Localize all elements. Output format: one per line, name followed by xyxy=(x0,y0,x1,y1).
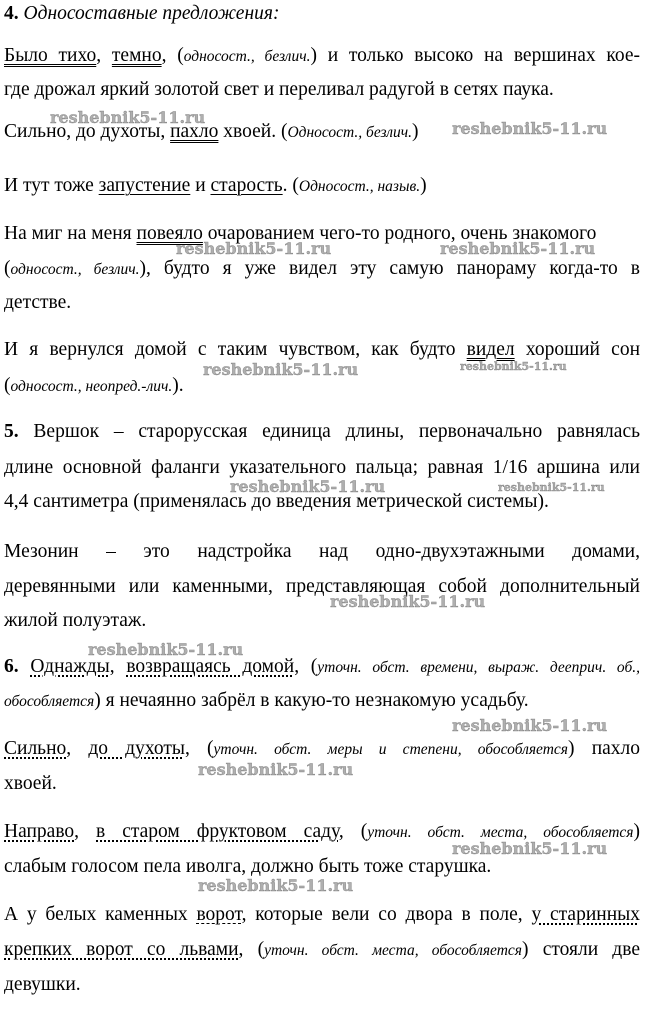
paragraph-line: Направо, в старом фруктовом саду, (уточн. обст. места, обособляется) xyxy=(4,821,640,842)
paragraph-line: крепких ворот со львами, (уточн. обст. места, обособляется) стояли две xyxy=(4,939,640,960)
paragraph-line: 4,4 сантиметра (применялась до введения метрической системы). xyxy=(4,491,549,512)
paragraph-line: И тут тоже запустение и старость. (Односост., назыв.) xyxy=(4,175,427,196)
section-4-heading xyxy=(4,2,640,28)
paragraph-line: детстве. xyxy=(4,292,72,313)
watermark: reshebnik5-11.ru xyxy=(460,360,567,373)
paragraph-line: Мезонин – это надстройка над одно-двухэтажными домами, xyxy=(4,541,640,562)
paragraph-line: На миг на меня повеяло очарованием чего-то родного, очень знакомого xyxy=(4,223,597,244)
paragraph-line: (односост., неопред.-лич.). xyxy=(4,375,184,396)
paragraph-line: жилой полуэтаж. xyxy=(4,610,147,631)
watermark: reshebnik5-11.ru xyxy=(176,239,332,258)
watermark: reshebnik5-11.ru xyxy=(50,108,206,127)
grammar-note: Односост., назыв. xyxy=(298,178,421,195)
watermark: reshebnik5-11.ru xyxy=(198,876,354,895)
paragraph-line: 6. Однажды, возвращаясь домой, (уточн. обст. времени, выраж. дееприч. об., xyxy=(4,656,641,677)
paragraph-line: слабым голосом пела иволга, должно быть тоже старушка. xyxy=(4,856,492,877)
paragraph-line: девушки. xyxy=(4,974,81,995)
grammar-note: уточн. обст. времени, выраж. дееприч. об., xyxy=(317,659,641,676)
watermark: reshebnik5-11.ru xyxy=(198,760,354,779)
paragraph-line: где дрожал яркий золотой свет и переливал радугой в сетях паука. xyxy=(4,79,554,100)
watermark: reshebnik5-11.ru xyxy=(452,716,608,735)
section-number: 5. xyxy=(4,421,19,442)
grammar-note: уточн. обст. меры и степени, обособляется xyxy=(213,741,569,758)
section-number: 4. xyxy=(4,3,19,24)
grammar-note: уточн. обст. места, обособляется xyxy=(264,942,523,959)
paragraph-line: И я вернулся домой с таким чувством, как будто видел хороший сон xyxy=(4,339,640,360)
grammar-note: уточн. обст. места, обособляется xyxy=(367,824,634,841)
grammar-note: Односост., безлич. xyxy=(287,124,412,141)
grammar-note: односост., неопред.-лич. xyxy=(10,378,173,395)
paragraph-line: (односост., безлич.), будто я уже видел эту самую панораму когда-то в xyxy=(4,258,641,279)
watermark: reshebnik5-11.ru xyxy=(452,119,608,138)
section-title: Односоставные предложения: xyxy=(23,3,280,24)
watermark: reshebnik5-11.ru xyxy=(440,239,596,258)
section-number: 6. xyxy=(4,656,19,677)
watermark: reshebnik5-11.ru xyxy=(203,360,359,379)
watermark: reshebnik5-11.ru xyxy=(330,592,486,611)
watermark: reshebnik5-11.ru xyxy=(88,640,244,659)
grammar-note: односост., безлич. xyxy=(183,48,311,65)
paragraph-line: деревянными или каменными, представляющая собой дополнительный xyxy=(4,576,640,597)
grammar-note: обособляется xyxy=(4,693,95,710)
paragraph-line: Сильно, до духоты, пахло хвоей. (Односост., безлич.) xyxy=(4,121,419,142)
paragraph-line: обособляется) я нечаянно забрёл в какую-то незнакомую усадьбу. xyxy=(4,690,529,711)
watermark: reshebnik5-11.ru xyxy=(498,481,605,494)
paragraph-line: Сильно, до духоты, (уточн. обст. меры и степени, обособляется) пахло xyxy=(4,738,641,759)
paragraph-line: длине основной фаланги указательного пальца; равная 1/16 аршина или xyxy=(4,457,640,478)
paragraph-line: хвоей. xyxy=(4,773,57,794)
paragraph-line: А у белых каменных ворот, которые вели со двора в поле, у старинных xyxy=(4,904,640,925)
paragraph-line: Было тихо, темно, (односост., безлич.) и только высоко на вершинах кое- xyxy=(4,45,640,66)
grammar-note: односост., безлич. xyxy=(10,261,140,278)
watermark: reshebnik5-11.ru xyxy=(452,839,608,858)
paragraph-line: 5. Вершок – старорусская единица длины, первоначально равнялась xyxy=(4,421,640,442)
watermark: reshebnik5-11.ru xyxy=(230,477,386,496)
